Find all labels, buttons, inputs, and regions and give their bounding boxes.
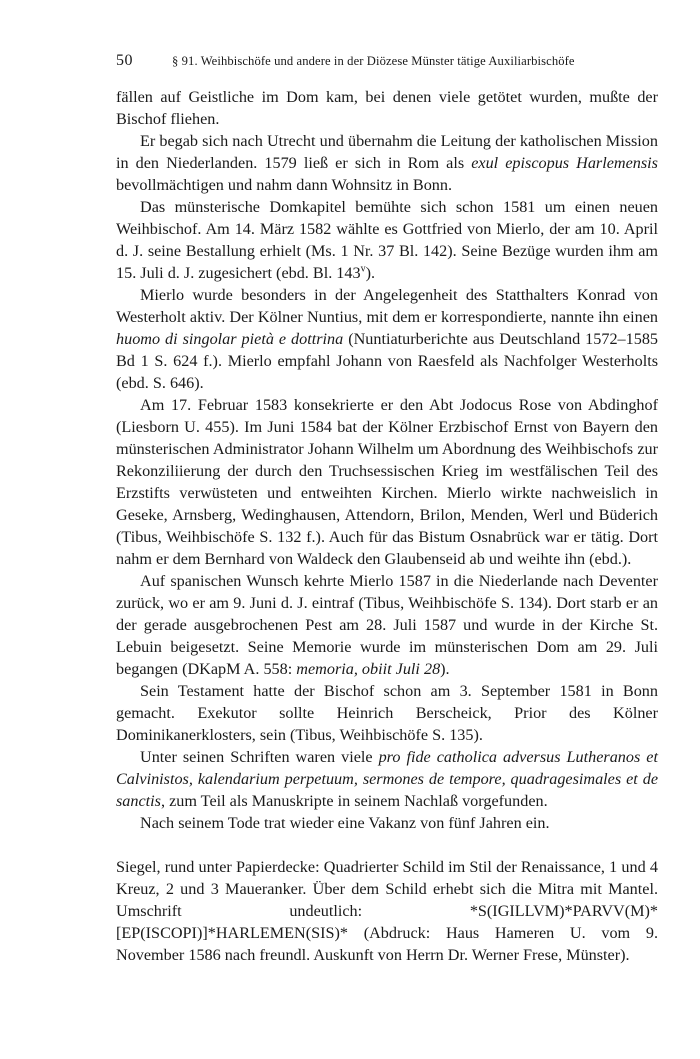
paragraph-6-latin-quote: memoria, obiit Juli 28 — [296, 660, 441, 678]
paragraph-6-text-a: Auf spanischen Wunsch kehrte Mierlo 1587 in die Niederlande nach Deventer zurück, wo er am 9. Juni d. J. eintraf (Tibus, Weihbischöfe S. 134). Dort starb er an der gerade ausgebrochenen Pest am 28. Juli 1587 und wurde in der Kirche St. Lebuin beigesetzt. Seine Memorie wurde im münsterischen Dom am 29. Juli begangen (DKapM A. 558: — [116, 572, 658, 678]
paragraph-7 — [116, 680, 658, 746]
paragraph-3-verso-mark: v — [360, 263, 366, 275]
paragraph-4 — [116, 284, 658, 394]
paragraph-8-text-b: , zum Teil als Manuskripte in seinem Nachlaß vorgefunden. — [160, 792, 548, 810]
paragraph-3 — [116, 196, 658, 284]
paragraph-4-text-a: Mierlo wurde besonders in der Angelegenheit des Statthalters Konrad von Westerholt aktiv. Der Kölner Nuntius, mit dem er korrespondierte, nannte ihn einen — [116, 286, 658, 326]
paragraph-9-text: Nach seinem Tode trat wieder eine Vakanz von fünf Jahren ein. — [140, 814, 550, 832]
paragraph-4-italian-quote: huomo di singolar pietà e dottrina — [116, 330, 344, 348]
paragraph-6-text-b: ). — [440, 660, 450, 678]
paragraph-4-text-b: (Nuntiaturberichte aus Deutschland 1572–1585 Bd 1 S. 624 f.). Mierlo empfahl Johann von Raesfeld als Nachfolger Westerholts (ebd. S. 646). — [116, 330, 658, 392]
seal-paragraph: Siegel, rund unter Papierdecke: Quadrierter Schild im Stil der Renaissance, 1 und 4 Kreuz, 2 und 3 Maueranker. Über dem Schild erhebt sich die Mitra mit Mantel. Umschrift undeutlich: *S(IGILLVM)*PARVV(M)*[EP(ISCOPI)]*HARLEMEN(SIS)* (Abdruck: Haus Hameren U. vom 9. November 1586 nach freundl. Auskunft von Herrn Dr. Werner Frese, Münster). — [116, 858, 658, 964]
paragraph-6 — [116, 570, 658, 680]
paragraph-8 — [116, 746, 658, 812]
paragraph-9 — [116, 812, 658, 834]
paragraph-5-text: Am 17. Februar 1583 konsekrierte er den Abt Jodocus Rose von Abdinghof (Liesborn U. 455). Im Juni 1584 bat der Kölner Erzbischof Ernst von Bayern den münsterischen Administrator Johann Wilhelm um Abordnung des Weihbischofs zur Rekonziliierung der durch den Truchsessischen Krieg im westfälischen Teil des Erzstifts verwüsteten und entweihten Kirchen. Mierlo wirkte nachweislich in Geseke, Arnsberg, Wedinghausen, Attendorn, Brilon, Menden, Werl und Büderich (Tibus, Weihbischöfe S. 132 f.). Auch für das Bistum Osnabrück war er tätig. Dort nahm er dem Bernhard von Waldeck den Glaubenseid ab und weihte ihn (ebd.). — [116, 396, 658, 568]
paragraph-8-latin-works: pro fide catholica adversus Lutheranos et Calvinistos, kalendarium perpetuum, sermones de tempore, quadragesimales et de sanctis — [116, 748, 658, 810]
running-head — [116, 52, 658, 74]
document-page — [116, 52, 658, 966]
paragraph-2-text-b: bevollmächtigen und nahm dann Wohnsitz in Bonn. — [116, 176, 453, 194]
paragraph-8-text-a: Unter seinen Schriften waren viele — [140, 748, 379, 766]
paragraph-2-latin-title: exul episcopus Harlemensis — [471, 154, 658, 172]
paragraph-7-text: Sein Testament hatte der Bischof schon am 3. September 1581 in Bonn gemacht. Exekutor sollte Heinrich Berscheick, Prior des Kölner Dominikanerklosters, sein (Tibus, Weihbischöfe S. 135). — [116, 682, 658, 744]
seal-description — [116, 856, 658, 966]
paragraph-3-text-b: ). — [365, 264, 376, 282]
paragraph-1-text: fällen auf Geistliche im Dom kam, bei denen viele getötet wurden, mußte der Bischof fliehen. — [116, 88, 658, 128]
paragraph-3-text-a: Das münsterische Domkapitel bemühte sich schon 1581 um einen neuen Weihbischof. Am 14. März 1582 wählte es Gottfried von Mierlo, der am 10. April d. J. seine Bestallung erhielt (Ms. 1 Nr. 37 Bl. 142). Seine Bezüge wurden ihm am 15. Juli d. J. zugesichert (ebd. Bl. 143 — [116, 198, 658, 282]
page-number: 50 — [116, 52, 133, 69]
paragraph-2 — [116, 130, 658, 196]
paragraph-1 — [116, 86, 658, 130]
body-text — [116, 86, 658, 834]
section-title: § 91. Weihbischöfe und andere in der Diözese Münster tätige Auxiliarbischöfe — [172, 54, 575, 68]
paragraph-5 — [116, 394, 658, 570]
paragraph-2-text-a: Er begab sich nach Utrecht und übernahm die Leitung der katholischen Mission in den Niederlanden. 1579 ließ er sich in Rom als — [116, 132, 658, 172]
